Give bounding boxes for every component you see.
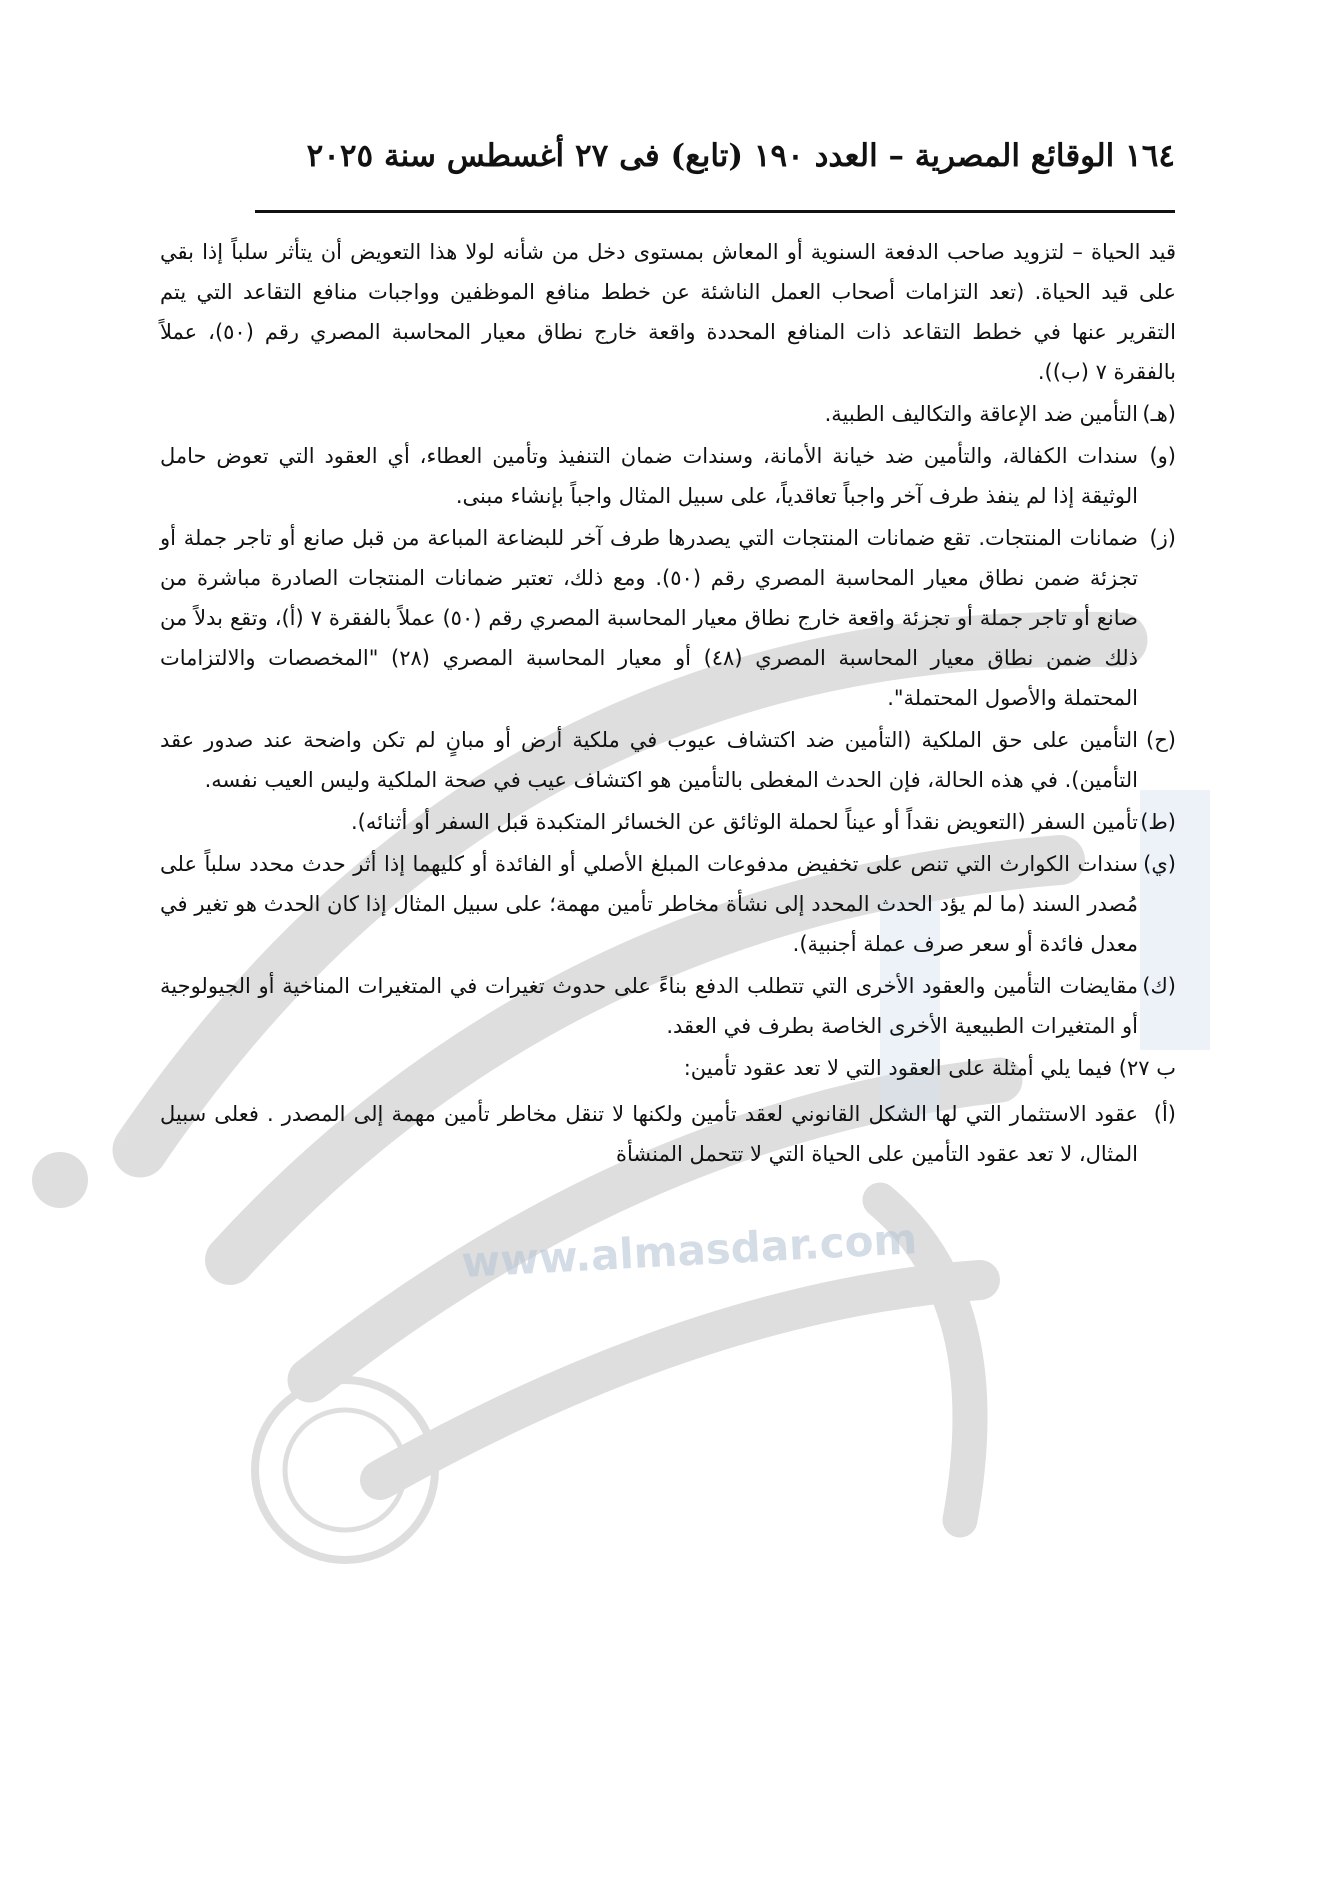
item-text: مقايضات التأمين والعقود الأخرى التي تتطلب الدفع بناءً على حدوث تغيرات في المتغيرات المناخية أو الجيولوجية أو المتغيرات الطبيعية الأخرى الخاصة بطرف في العقد. [160, 974, 1138, 1038]
continuation-paragraph: قيد الحياة – لتزويد صاحب الدفعة السنوية أو المعاش بمستوى دخل من شأنه لولا هذا التعويض أن يتأثر سلباً إذا بقي على قيد الحياة. (تعد التزامات أصحاب العمل الناشئة عن خطط منافع الموظفين وواجبات منافع التقاعد التي يتم التقرير عنها في خطط التقاعد ذات المنافع المحددة واقعة خارج نطاق معيار المحاسبة المصري رقم (٥٠)، عملاً بالفقرة ٧ (ب)). [160, 240, 1176, 384]
list-item [160, 518, 1176, 718]
header-divider [255, 210, 1175, 213]
header-title: ١٦٤ الوقائع المصرية – العدد ١٩٠ (تابع) فى ٢٧ أغسطس سنة ٢٠٢٥ [306, 138, 1175, 174]
item-label: (هـ) [1142, 402, 1176, 426]
document-body [160, 232, 1176, 1176]
item-text: عقود الاستثمار التي لها الشكل القانوني لعقد تأمين ولكنها لا تنقل مخاطر تأمين مهمة إلى المصدر . فعلى سبيل المثال، لا تعد عقود التأمين على الحياة التي لا تتحمل المنشأة [160, 1102, 1138, 1166]
page-header [255, 138, 1175, 200]
item-text: التأمين ضد الإعاقة والتكاليف الطبية. [824, 402, 1138, 426]
item-text: سندات الكفالة، والتأمين ضد خيانة الأمانة، وسندات ضمان التنفيذ وتأمين العطاء، أي العقود التي تعوض حامل الوثيقة إذا لم ينفذ طرف آخر واجباً تعاقدياً، على سبيل المثال واجباً بإنشاء مبنى. [160, 444, 1138, 508]
item-text: تأمين السفر (التعويض نقداً أو عيناً لحملة الوثائق عن الخسائر المتكبدة قبل السفر أو أثنائه). [350, 810, 1138, 834]
list-item [160, 394, 1176, 434]
item-label: (أ) [1153, 1102, 1176, 1126]
list-item [160, 844, 1176, 964]
item-label: (ح) [1146, 728, 1176, 752]
item-text: سندات الكوارث التي تنص على تخفيض مدفوعات المبلغ الأصلي أو الفائدة أو كليهما إذا أثر حدث محدد سلباً على مُصدر السند (ما لم يؤد الحدث المحدد إلى نشأة مخاطر تأمين مهمة؛ على سبيل المثال إذا كان الحدث هو تغير في معدل فائدة أو سعر صرف عملة أجنبية). [160, 852, 1138, 956]
item-text: ضمانات المنتجات. تقع ضمانات المنتجات التي يصدرها طرف آخر للبضاعة المباعة من قبل صانع أو تاجر جملة أو تجزئة ضمن نطاق معيار المحاسبة المصري رقم (٥٠). ومع ذلك، تعتبر ضمانات المنتجات الصادرة مباشرة من صانع أو تاجر جملة أو تجزئة واقعة خارج نطاق معيار المحاسبة المصري رقم (٥٠) عملاً بالفقرة ٧ (أ)، وتقع بدلاً من ذلك ضمن نطاق معيار المحاسبة المصري (٤٨) أو معيار المحاسبة المصري (٢٨) "المخصصات والالتزامات المحتملة والأصول المحتملة". [160, 526, 1138, 710]
item-label: (ز) [1149, 526, 1176, 550]
item-label: (ط) [1140, 810, 1176, 834]
section-b27-heading: ب ٢٧) فيما يلي أمثلة على العقود التي لا تعد عقود تأمين: [683, 1056, 1176, 1080]
item-label: (ي) [1143, 852, 1176, 876]
list-item [160, 802, 1176, 842]
list-item [160, 720, 1176, 800]
list-item [160, 436, 1176, 516]
watermark-url: www.almasdar.com [460, 1214, 919, 1287]
list-item [160, 1094, 1176, 1174]
item-text: التأمين على حق الملكية (التأمين ضد اكتشاف عيوب في ملكية أرض أو مبانٍ لم تكن واضحة عند صدور عقد التأمين). في هذه الحالة، فإن الحدث المغطى بالتأمين هو اكتشاف عيب في صحة الملكية وليس العيب نفسه. [160, 728, 1138, 792]
item-label: (و) [1149, 444, 1176, 468]
item-label: (ك) [1142, 974, 1176, 998]
list-item [160, 966, 1176, 1046]
